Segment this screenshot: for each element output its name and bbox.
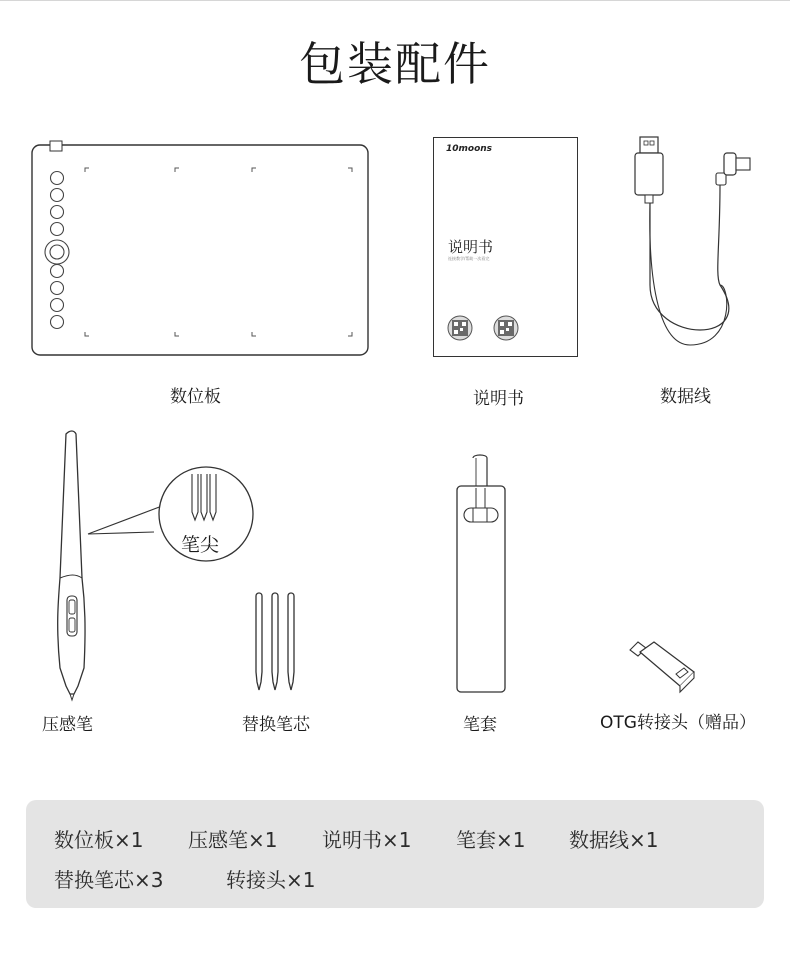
summary-item: 数据线×1 [569,828,659,852]
manual-cover-title: 说明书 [448,238,494,256]
tablet-label: 数位板 [170,387,221,407]
summary-item: 说明书×1 [322,828,412,852]
page-title: 包装配件 [299,37,491,91]
manual-cover-subtitle: 连接教学/帮助一次看完 [448,256,490,261]
nibs-label: 替换笔芯 [242,715,310,735]
manual-brand: 10moons [446,144,493,154]
stylus-pen-image [40,428,260,708]
sleeve-label: 笔套 [463,715,497,735]
summary-row-1 [54,824,658,853]
replacement-nibs-image [250,590,300,700]
usb-cable-image [620,135,760,355]
qr-code-icon [444,314,476,348]
pen-label: 压感笔 [42,715,93,735]
manual-label: 说明书 [473,389,524,409]
nib-callout-label: 笔尖 [181,534,220,556]
summary-item: 转接头×1 [226,868,316,892]
summary-item: 替换笔芯×3 [54,868,164,892]
otg-adapter-image [628,636,698,696]
summary-item: 数位板×1 [54,828,144,852]
cable-label: 数据线 [660,387,711,407]
pen-sleeve-image [455,452,507,694]
top-divider [0,0,790,1]
summary-item: 压感笔×1 [188,828,278,852]
tablet-image [30,140,370,360]
otg-label: OTG转接头（赠品） [600,713,756,733]
summary-item: 笔套×1 [456,828,526,852]
summary-row-2 [54,864,315,893]
manual-image [433,137,578,357]
package-contents-summary [26,800,764,908]
qr-code-icon [490,314,522,348]
